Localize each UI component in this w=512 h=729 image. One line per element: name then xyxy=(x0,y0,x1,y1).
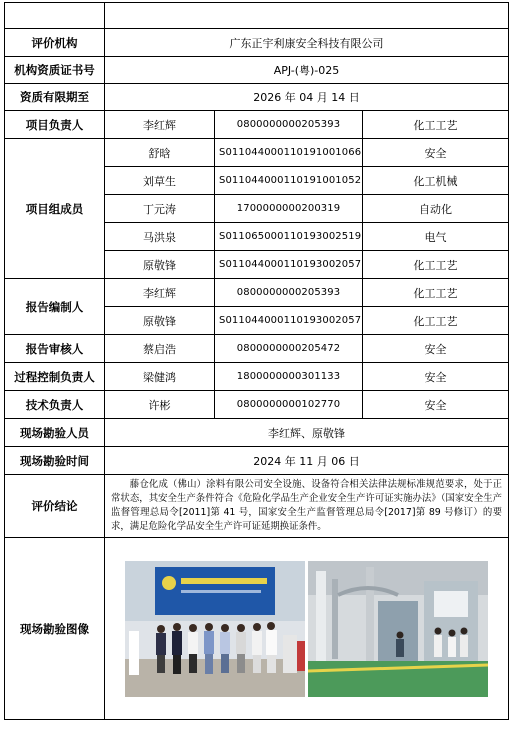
blank-cell xyxy=(105,3,509,29)
reviewer-label: 报告审核人 xyxy=(5,335,105,363)
tech-id: 0800000000102770 xyxy=(215,391,363,419)
site-time-value: 2024 年 11 月 06 日 xyxy=(105,447,509,475)
org-value: 广东正宇利康安全科技有限公司 xyxy=(105,29,509,57)
leader-name: 李红辉 xyxy=(105,111,215,139)
conclusion-text: 藤仓化成（佛山）涂料有限公司安全设施、设备符合相关法律法规标准规范要求，处于正常状态，其安全生产条件符合《危险化学品生产企业安全生产许可证实施办法》（国家安全生产监督管理总局令[2011]第 41 号，国家安全生产监督管理总局令[2017]第 89 号修订）的要求，满足危险化学品安全生产许可证延期换证条件。 xyxy=(105,475,509,538)
blank-top-row xyxy=(5,3,509,29)
photo-group xyxy=(109,561,504,697)
site-people-row xyxy=(5,419,509,447)
team-member-spec: 电气 xyxy=(363,223,509,251)
images-row xyxy=(5,538,509,720)
author-label: 报告编制人 xyxy=(5,279,105,335)
site-time-row xyxy=(5,447,509,475)
team-member-name: 马洪泉 xyxy=(105,223,215,251)
site-time-label: 现场勘验时间 xyxy=(5,447,105,475)
reviewer-name: 蔡启浩 xyxy=(105,335,215,363)
author-name: 李红辉 xyxy=(105,279,215,307)
tech-row xyxy=(5,391,509,419)
valid-row xyxy=(5,84,509,111)
group-portrait-image xyxy=(125,561,305,697)
org-label: 评价机构 xyxy=(5,29,105,57)
cert-value: APJ-(粤)-025 xyxy=(105,57,509,84)
author-row xyxy=(5,279,509,307)
images-label: 现场勘验图像 xyxy=(5,538,105,720)
team-member-spec: 自动化 xyxy=(363,195,509,223)
site-people-value: 李红辉、原敬锋 xyxy=(105,419,509,447)
reviewer-row xyxy=(5,335,509,363)
evaluation-info-table xyxy=(4,2,509,720)
images-cell xyxy=(105,538,509,720)
workshop-image xyxy=(308,561,488,697)
team-member-spec: 安全 xyxy=(363,139,509,167)
leader-label: 项目负责人 xyxy=(5,111,105,139)
team-member-id: S011044000110193002057 xyxy=(215,251,363,279)
process-id: 1800000000301133 xyxy=(215,363,363,391)
valid-label: 资质有限期至 xyxy=(5,84,105,111)
team-row xyxy=(5,139,509,167)
leader-id: 0800000000205393 xyxy=(215,111,363,139)
cert-label: 机构资质证书号 xyxy=(5,57,105,84)
team-label: 项目组成员 xyxy=(5,139,105,279)
site-people-label: 现场勘验人员 xyxy=(5,419,105,447)
tech-spec: 安全 xyxy=(363,391,509,419)
leader-spec: 化工工艺 xyxy=(363,111,509,139)
team-member-id: S011044000110191001066 xyxy=(215,139,363,167)
team-member-spec: 化工机械 xyxy=(363,167,509,195)
cert-row xyxy=(5,57,509,84)
process-spec: 安全 xyxy=(363,363,509,391)
team-member-spec: 化工工艺 xyxy=(363,251,509,279)
blank-cell xyxy=(5,3,105,29)
valid-value: 2026 年 04 月 14 日 xyxy=(105,84,509,111)
team-member-name: 丁元涛 xyxy=(105,195,215,223)
conclusion-row xyxy=(5,475,509,538)
leader-row xyxy=(5,111,509,139)
conclusion-label: 评价结论 xyxy=(5,475,105,538)
team-member-id: S011065000110193002519 xyxy=(215,223,363,251)
org-row xyxy=(5,29,509,57)
tech-name: 许彬 xyxy=(105,391,215,419)
author-id: 0800000000205393 xyxy=(215,279,363,307)
reviewer-id: 0800000000205472 xyxy=(215,335,363,363)
author-spec: 化工工艺 xyxy=(363,279,509,307)
team-member-id: 1700000000200319 xyxy=(215,195,363,223)
team-member-id: S011044000110191001052 xyxy=(215,167,363,195)
process-row xyxy=(5,363,509,391)
team-member-name: 刘草生 xyxy=(105,167,215,195)
author-spec: 化工工艺 xyxy=(363,307,509,335)
team-member-name: 原敬锋 xyxy=(105,251,215,279)
reviewer-spec: 安全 xyxy=(363,335,509,363)
author-name: 原敬锋 xyxy=(105,307,215,335)
team-member-name: 舒晗 xyxy=(105,139,215,167)
process-name: 梁健鸿 xyxy=(105,363,215,391)
process-label: 过程控制负责人 xyxy=(5,363,105,391)
site-photo-group-portrait xyxy=(125,561,305,697)
tech-label: 技术负责人 xyxy=(5,391,105,419)
site-photo-workshop xyxy=(308,561,488,697)
author-id: S011044000110193002057 xyxy=(215,307,363,335)
